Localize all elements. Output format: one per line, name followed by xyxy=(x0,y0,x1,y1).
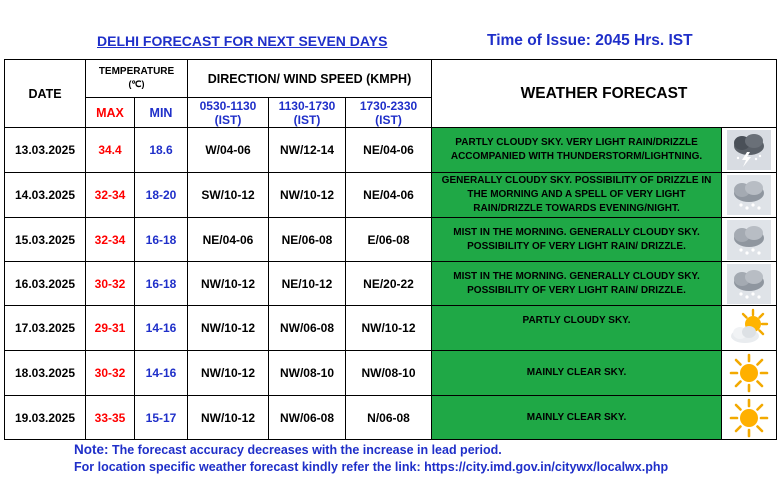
cloud-drizzle-icon xyxy=(727,220,771,260)
forecast-text-cell: GENERALLY CLOUDY SKY. POSSIBILITY OF DRIZZLE IN THE MORNING AND A SPELL OF VERY LIGHT RAIN/DRIZZLE TOWARDS EVENING/NIGHT. xyxy=(432,173,722,218)
max-temp-cell: 32-34 xyxy=(86,173,135,218)
weather-icon-cell xyxy=(722,218,777,262)
wind-slot2-cell: NE/10-12 xyxy=(269,262,346,306)
weather-icon-cell xyxy=(722,262,777,306)
max-temp-cell: 30-32 xyxy=(86,351,135,396)
page-title: DELHI FORECAST FOR NEXT SEVEN DAYS xyxy=(97,33,388,49)
wind-slot1-cell: NW/10-12 xyxy=(188,396,269,440)
time-of-issue: Time of Issue: 2045 Hrs. IST xyxy=(487,32,693,49)
wind-slot3-cell: NE/04-06 xyxy=(346,128,432,173)
sun-icon xyxy=(727,398,771,438)
table-row xyxy=(5,128,777,173)
date-header: DATE xyxy=(5,60,86,128)
wind-slot3-cell: NE/04-06 xyxy=(346,173,432,218)
date-cell: 15.03.2025 xyxy=(5,218,86,262)
min-header: MIN xyxy=(135,98,188,128)
forecast-table xyxy=(4,59,777,440)
sun-icon xyxy=(727,353,771,393)
wind-slot3-cell: E/06-08 xyxy=(346,218,432,262)
wind-slot2-cell: NW/10-12 xyxy=(269,173,346,218)
table-row xyxy=(5,218,777,262)
forecast-text-cell: MIST IN THE MORNING. GENERALLY CLOUDY SKY. POSSIBILITY OF VERY LIGHT RAIN/ DRIZZLE. xyxy=(432,262,722,306)
max-temp-cell: 32-34 xyxy=(86,218,135,262)
wind-header: DIRECTION/ WIND SPEED (KMPH) xyxy=(188,60,432,98)
forecast-text-cell: MIST IN THE MORNING. GENERALLY CLOUDY SKY. POSSIBILITY OF VERY LIGHT RAIN/ DRIZZLE. xyxy=(432,218,722,262)
date-cell: 18.03.2025 xyxy=(5,351,86,396)
max-temp-cell: 29-31 xyxy=(86,306,135,351)
note-text: The forecast accuracy decreases with the increase in lead period. xyxy=(108,443,502,457)
forecast-text-cell: PARTLY CLOUDY SKY. xyxy=(432,306,722,351)
slot1-header: 0530-1130 (IST) xyxy=(188,98,269,128)
wind-slot1-cell: NW/10-12 xyxy=(188,306,269,351)
temperature-header: TEMPERATURE (℃) xyxy=(86,60,188,98)
forecast-text-cell: MAINLY CLEAR SKY. xyxy=(432,351,722,396)
wind-slot3-cell: NW/08-10 xyxy=(346,351,432,396)
min-temp-cell: 14-16 xyxy=(135,306,188,351)
partly-cloudy-icon xyxy=(727,308,771,348)
accuracy-note xyxy=(74,441,668,459)
weather-icon-cell xyxy=(722,173,777,218)
slot3-header: 1730-2330 (IST) xyxy=(346,98,432,128)
forecast-text-cell: PARTLY CLOUDY SKY. VERY LIGHT RAIN/DRIZZLE ACCOMPANIED WITH THUNDERSTORM/LIGHTNING. xyxy=(432,128,722,173)
wind-slot3-cell: N/06-08 xyxy=(346,396,432,440)
date-cell: 17.03.2025 xyxy=(5,306,86,351)
min-temp-cell: 16-18 xyxy=(135,218,188,262)
wind-slot1-cell: SW/10-12 xyxy=(188,173,269,218)
note-label: Note: xyxy=(74,442,109,457)
wind-slot1-cell: NE/04-06 xyxy=(188,218,269,262)
weather-icon-cell xyxy=(722,396,777,440)
date-cell: 16.03.2025 xyxy=(5,262,86,306)
wind-slot1-cell: NW/10-12 xyxy=(188,262,269,306)
max-header: MAX xyxy=(86,98,135,128)
table-row xyxy=(5,306,777,351)
min-temp-cell: 16-18 xyxy=(135,262,188,306)
wind-slot2-cell: NW/12-14 xyxy=(269,128,346,173)
wind-slot3-cell: NW/10-12 xyxy=(346,306,432,351)
max-temp-cell: 33-35 xyxy=(86,396,135,440)
wind-slot1-cell: NW/10-12 xyxy=(188,351,269,396)
wind-slot3-cell: NE/20-22 xyxy=(346,262,432,306)
date-cell: 14.03.2025 xyxy=(5,173,86,218)
wind-slot2-cell: NE/06-08 xyxy=(269,218,346,262)
min-temp-cell: 18.6 xyxy=(135,128,188,173)
date-cell: 19.03.2025 xyxy=(5,396,86,440)
min-temp-cell: 14-16 xyxy=(135,351,188,396)
wind-slot1-cell: W/04-06 xyxy=(188,128,269,173)
table-row xyxy=(5,262,777,306)
min-temp-cell: 15-17 xyxy=(135,396,188,440)
date-cell: 13.03.2025 xyxy=(5,128,86,173)
table-row xyxy=(5,396,777,440)
cloud-drizzle-icon xyxy=(727,264,771,304)
table-row xyxy=(5,173,777,218)
notes-block xyxy=(74,441,668,476)
weather-icon-cell xyxy=(722,351,777,396)
wind-slot2-cell: NW/06-08 xyxy=(269,306,346,351)
wind-slot2-cell: NW/08-10 xyxy=(269,351,346,396)
cloud-drizzle-icon xyxy=(727,175,771,215)
location-link-note[interactable]: For location specific weather forecast kindly refer the link: https://city.imd.gov.in/citywx/localwx.php xyxy=(74,460,669,474)
weather-icon-cell xyxy=(722,128,777,173)
weather-icon-cell xyxy=(722,306,777,351)
slot2-header: 1130-1730 (IST) xyxy=(269,98,346,128)
wind-slot2-cell: NW/06-08 xyxy=(269,396,346,440)
max-temp-cell: 34.4 xyxy=(86,128,135,173)
min-temp-cell: 18-20 xyxy=(135,173,188,218)
table-row xyxy=(5,351,777,396)
forecast-text-cell: MAINLY CLEAR SKY. xyxy=(432,396,722,440)
weather-forecast-header: WEATHER FORECAST xyxy=(432,60,777,128)
thunderstorm-icon xyxy=(727,130,771,170)
max-temp-cell: 30-32 xyxy=(86,262,135,306)
